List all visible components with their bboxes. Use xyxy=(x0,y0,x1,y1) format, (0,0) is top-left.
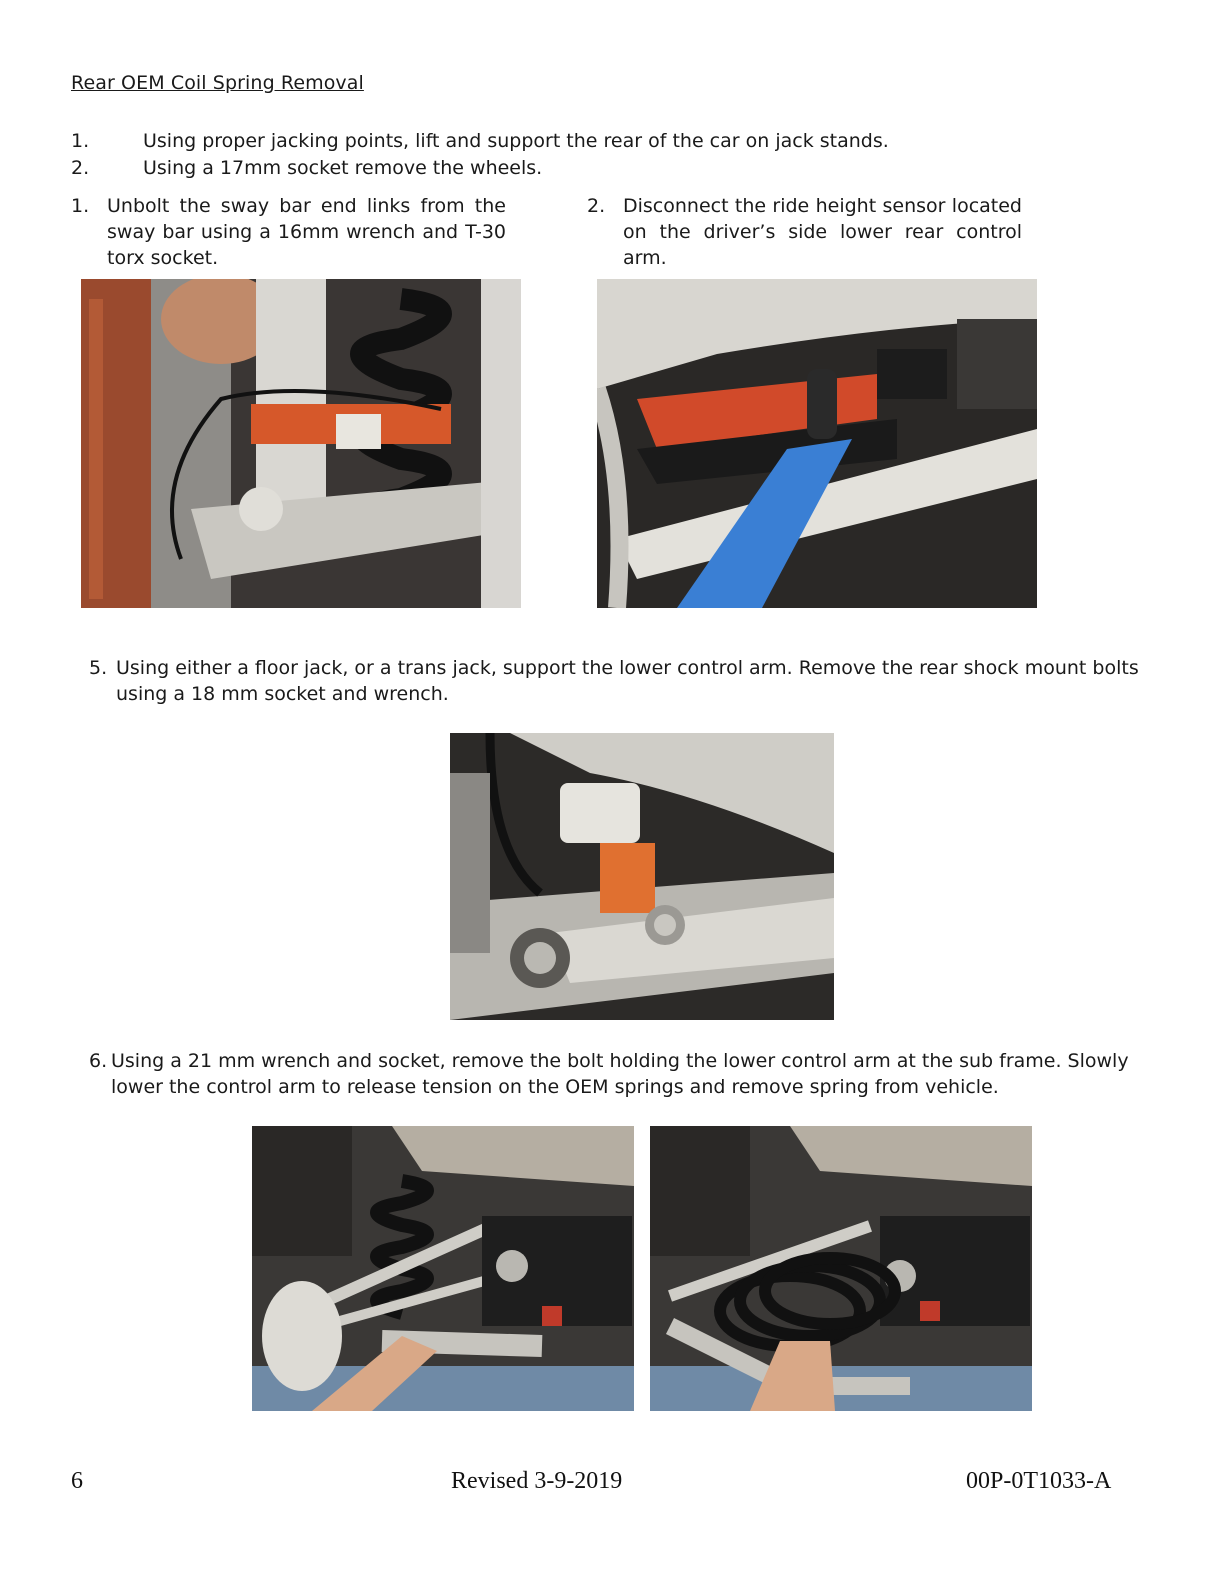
step-1-text: Unbolt the sway bar end links from the sway bar using a 16mm wrench and T-30 torx socket. xyxy=(107,195,506,269)
prep-step-1-number: 1. xyxy=(71,130,90,152)
prep-step-2-number: 2. xyxy=(71,157,90,179)
step-1-number: 1. xyxy=(71,195,90,217)
shock-mount-bolts-photo xyxy=(450,733,834,1020)
step-2-number: 2. xyxy=(587,195,606,217)
revised-date: Revised 3-9-2019 xyxy=(451,1468,623,1494)
page-number: 6 xyxy=(71,1468,83,1494)
removing-spring-photo xyxy=(650,1126,1032,1411)
prep-step-1-text: Using proper jacking points, lift and support the rear of the car on jack stands. xyxy=(143,130,889,152)
prep-step-2-text: Using a 17mm socket remove the wheels. xyxy=(143,157,543,179)
step-2-text: Disconnect the ride height sensor located on the driver’s side lower rear control arm. xyxy=(623,195,1022,269)
step-6-number: 6. xyxy=(89,1050,108,1072)
step-6-text: Using a 21 mm wrench and socket, remove the bolt holding the lower control arm at the sub frame. Slowly lower the control arm to release tension on the OEM springs and remove spring from vehicle. xyxy=(111,1050,1129,1098)
step-5-text: Using either a floor jack, or a trans jack, support the lower control arm. Remove the rear shock mount bolts using a 18 mm socket and wrench. xyxy=(116,657,1139,705)
step-5-number: 5. xyxy=(89,657,108,679)
sway-bar-end-link-photo xyxy=(81,279,521,608)
lowering-control-arm-photo xyxy=(252,1126,634,1411)
section-title: Rear OEM Coil Spring Removal xyxy=(71,72,364,94)
ride-height-sensor-photo xyxy=(597,279,1037,608)
part-number: 00P-0T1033-A xyxy=(966,1468,1112,1494)
